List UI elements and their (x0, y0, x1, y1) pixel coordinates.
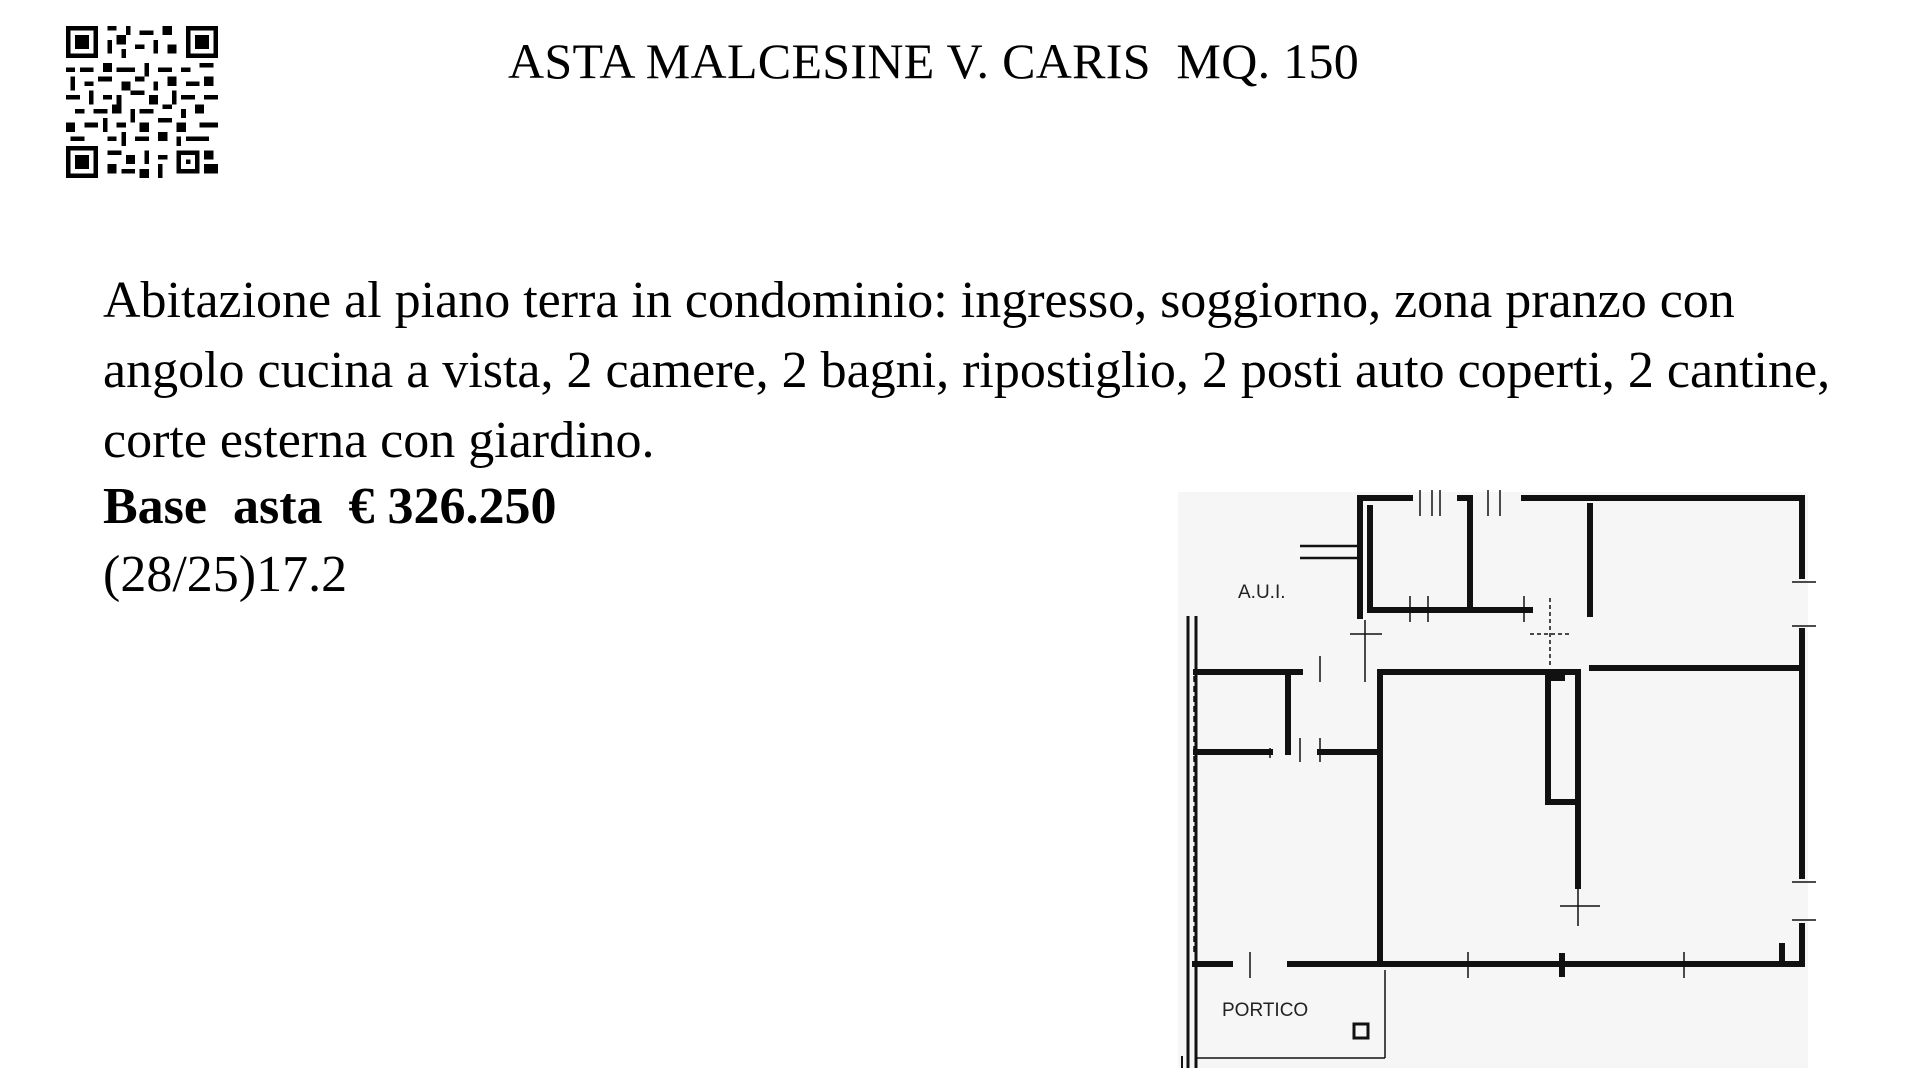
floor-plan-label-portico: PORTICO (1222, 1000, 1309, 1021)
floor-plan-label-aui: A.U.I. (1238, 582, 1286, 603)
qr-code-icon (66, 26, 218, 178)
page-title: ASTA MALCESINE V. CARIS MQ. 150 (508, 33, 1360, 89)
floor-plan (1170, 486, 1820, 1076)
listing-description: Abitazione al piano terra in condominio: ingresso, soggiorno, zona pranzo con angolo cucina a vista, 2 camere, 2 bagni, ripostiglio, 2 posti auto coperti, 2 cantine, corte esterna con giardino. (103, 272, 1831, 469)
auction-base-price: Base asta € 326.250 (103, 478, 557, 535)
listing-reference: (28/25)17.2 (103, 546, 348, 603)
